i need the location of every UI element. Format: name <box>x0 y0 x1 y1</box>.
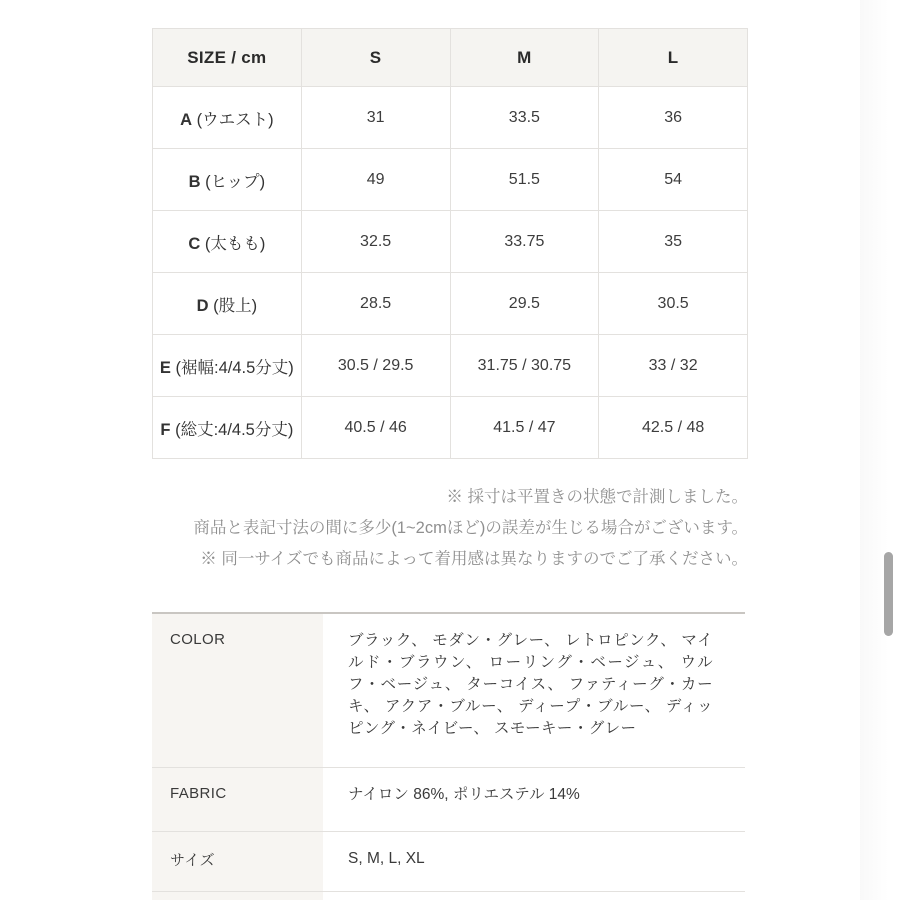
size-table-row <box>153 149 748 211</box>
size-row-label <box>153 87 302 149</box>
size-row-label-text: (裾幅:4/4.5分丈) <box>175 358 294 377</box>
size-row-label <box>153 211 302 273</box>
size-value-cell: 31 <box>301 87 450 149</box>
size-table-row <box>153 397 748 459</box>
measurement-note-line: 商品と表記寸法の間に多少(1~2cmほど)の誤差が生じる場合がございます。 <box>193 519 748 537</box>
details-row-partial <box>152 891 745 900</box>
size-table-row <box>153 211 748 273</box>
size-table-head-row <box>153 29 748 87</box>
size-table-col-header: M <box>450 29 599 87</box>
details-row-value <box>323 892 745 900</box>
size-value-cell: 31.75 / 30.75 <box>450 335 599 397</box>
size-table-row <box>153 273 748 335</box>
size-table-row <box>153 87 748 149</box>
details-row-label: サイズ <box>152 832 323 891</box>
size-row-label-text: (ウエスト) <box>196 110 274 129</box>
size-value-cell: 33 / 32 <box>599 335 748 397</box>
size-row-label-text: (太もも) <box>204 234 266 253</box>
size-value-cell: 40.5 / 46 <box>301 397 450 459</box>
scrollbar-thumb[interactable] <box>884 552 893 636</box>
details-row-value: ナイロン 86%, ポリエステル 14% <box>348 786 580 803</box>
details-row <box>152 831 745 891</box>
measurement-note-line: ※ 同一サイズでも商品によって着用感は異なりますのでご了承ください。 <box>200 550 748 568</box>
size-value-cell: 51.5 <box>450 149 599 211</box>
size-row-label <box>153 397 302 459</box>
size-value-cell: 42.5 / 48 <box>599 397 748 459</box>
size-table-row <box>153 335 748 397</box>
details-row-value: S, M, L, XL <box>348 850 425 867</box>
size-value-cell: 54 <box>599 149 748 211</box>
size-value-cell: 41.5 / 47 <box>450 397 599 459</box>
size-value-cell: 30.5 / 29.5 <box>301 335 450 397</box>
size-row-key: C <box>188 234 201 253</box>
size-row-label <box>153 273 302 335</box>
size-row-key: D <box>196 296 209 315</box>
size-table-col-header: S <box>301 29 450 87</box>
size-row-key: E <box>159 358 171 377</box>
size-table-body <box>153 87 748 459</box>
size-row-label <box>153 149 302 211</box>
size-row-key: A <box>180 110 193 129</box>
size-row-key: F <box>160 420 171 439</box>
size-table-corner-header: SIZE / cm <box>153 29 302 87</box>
size-value-cell: 30.5 <box>599 273 748 335</box>
size-value-cell: 33.75 <box>450 211 599 273</box>
details-row-label: FABRIC <box>152 768 323 831</box>
details-row-label: COLOR <box>152 614 323 767</box>
size-value-cell: 36 <box>599 87 748 149</box>
size-row-label-text: (総丈:4/4.5分丈) <box>175 420 294 439</box>
size-row-label-text: (ヒップ) <box>205 172 266 191</box>
size-row-label-text: (股上) <box>213 296 258 315</box>
details-row-value: ブラック、 モダン・グレー、 レトロピンク、 マイルド・ブラウン、 ローリング・ベージュ、 ウルフ・ベージュ、 ターコイス、 ファティーグ・カーキ、 アクア・ブルー、 ディープ・ブルー、 ディッピング・ネイビー、 スモーキー・グレー <box>348 632 713 737</box>
measurement-notes <box>152 482 748 575</box>
size-table-col-header: L <box>599 29 748 87</box>
measurement-note-line: ※ 採寸は平置きの状態で計測しました。 <box>446 488 748 506</box>
size-row-label <box>153 335 302 397</box>
details-row <box>152 614 745 767</box>
size-value-cell: 35 <box>599 211 748 273</box>
size-value-cell: 28.5 <box>301 273 450 335</box>
size-value-cell: 33.5 <box>450 87 599 149</box>
size-row-key: B <box>188 172 201 191</box>
details-row <box>152 767 745 831</box>
page-right-edge <box>860 0 900 900</box>
size-value-cell: 32.5 <box>301 211 450 273</box>
details-row-label <box>152 892 323 900</box>
size-value-cell: 29.5 <box>450 273 599 335</box>
size-value-cell: 49 <box>301 149 450 211</box>
size-table <box>152 28 748 459</box>
product-details-table <box>152 612 745 900</box>
